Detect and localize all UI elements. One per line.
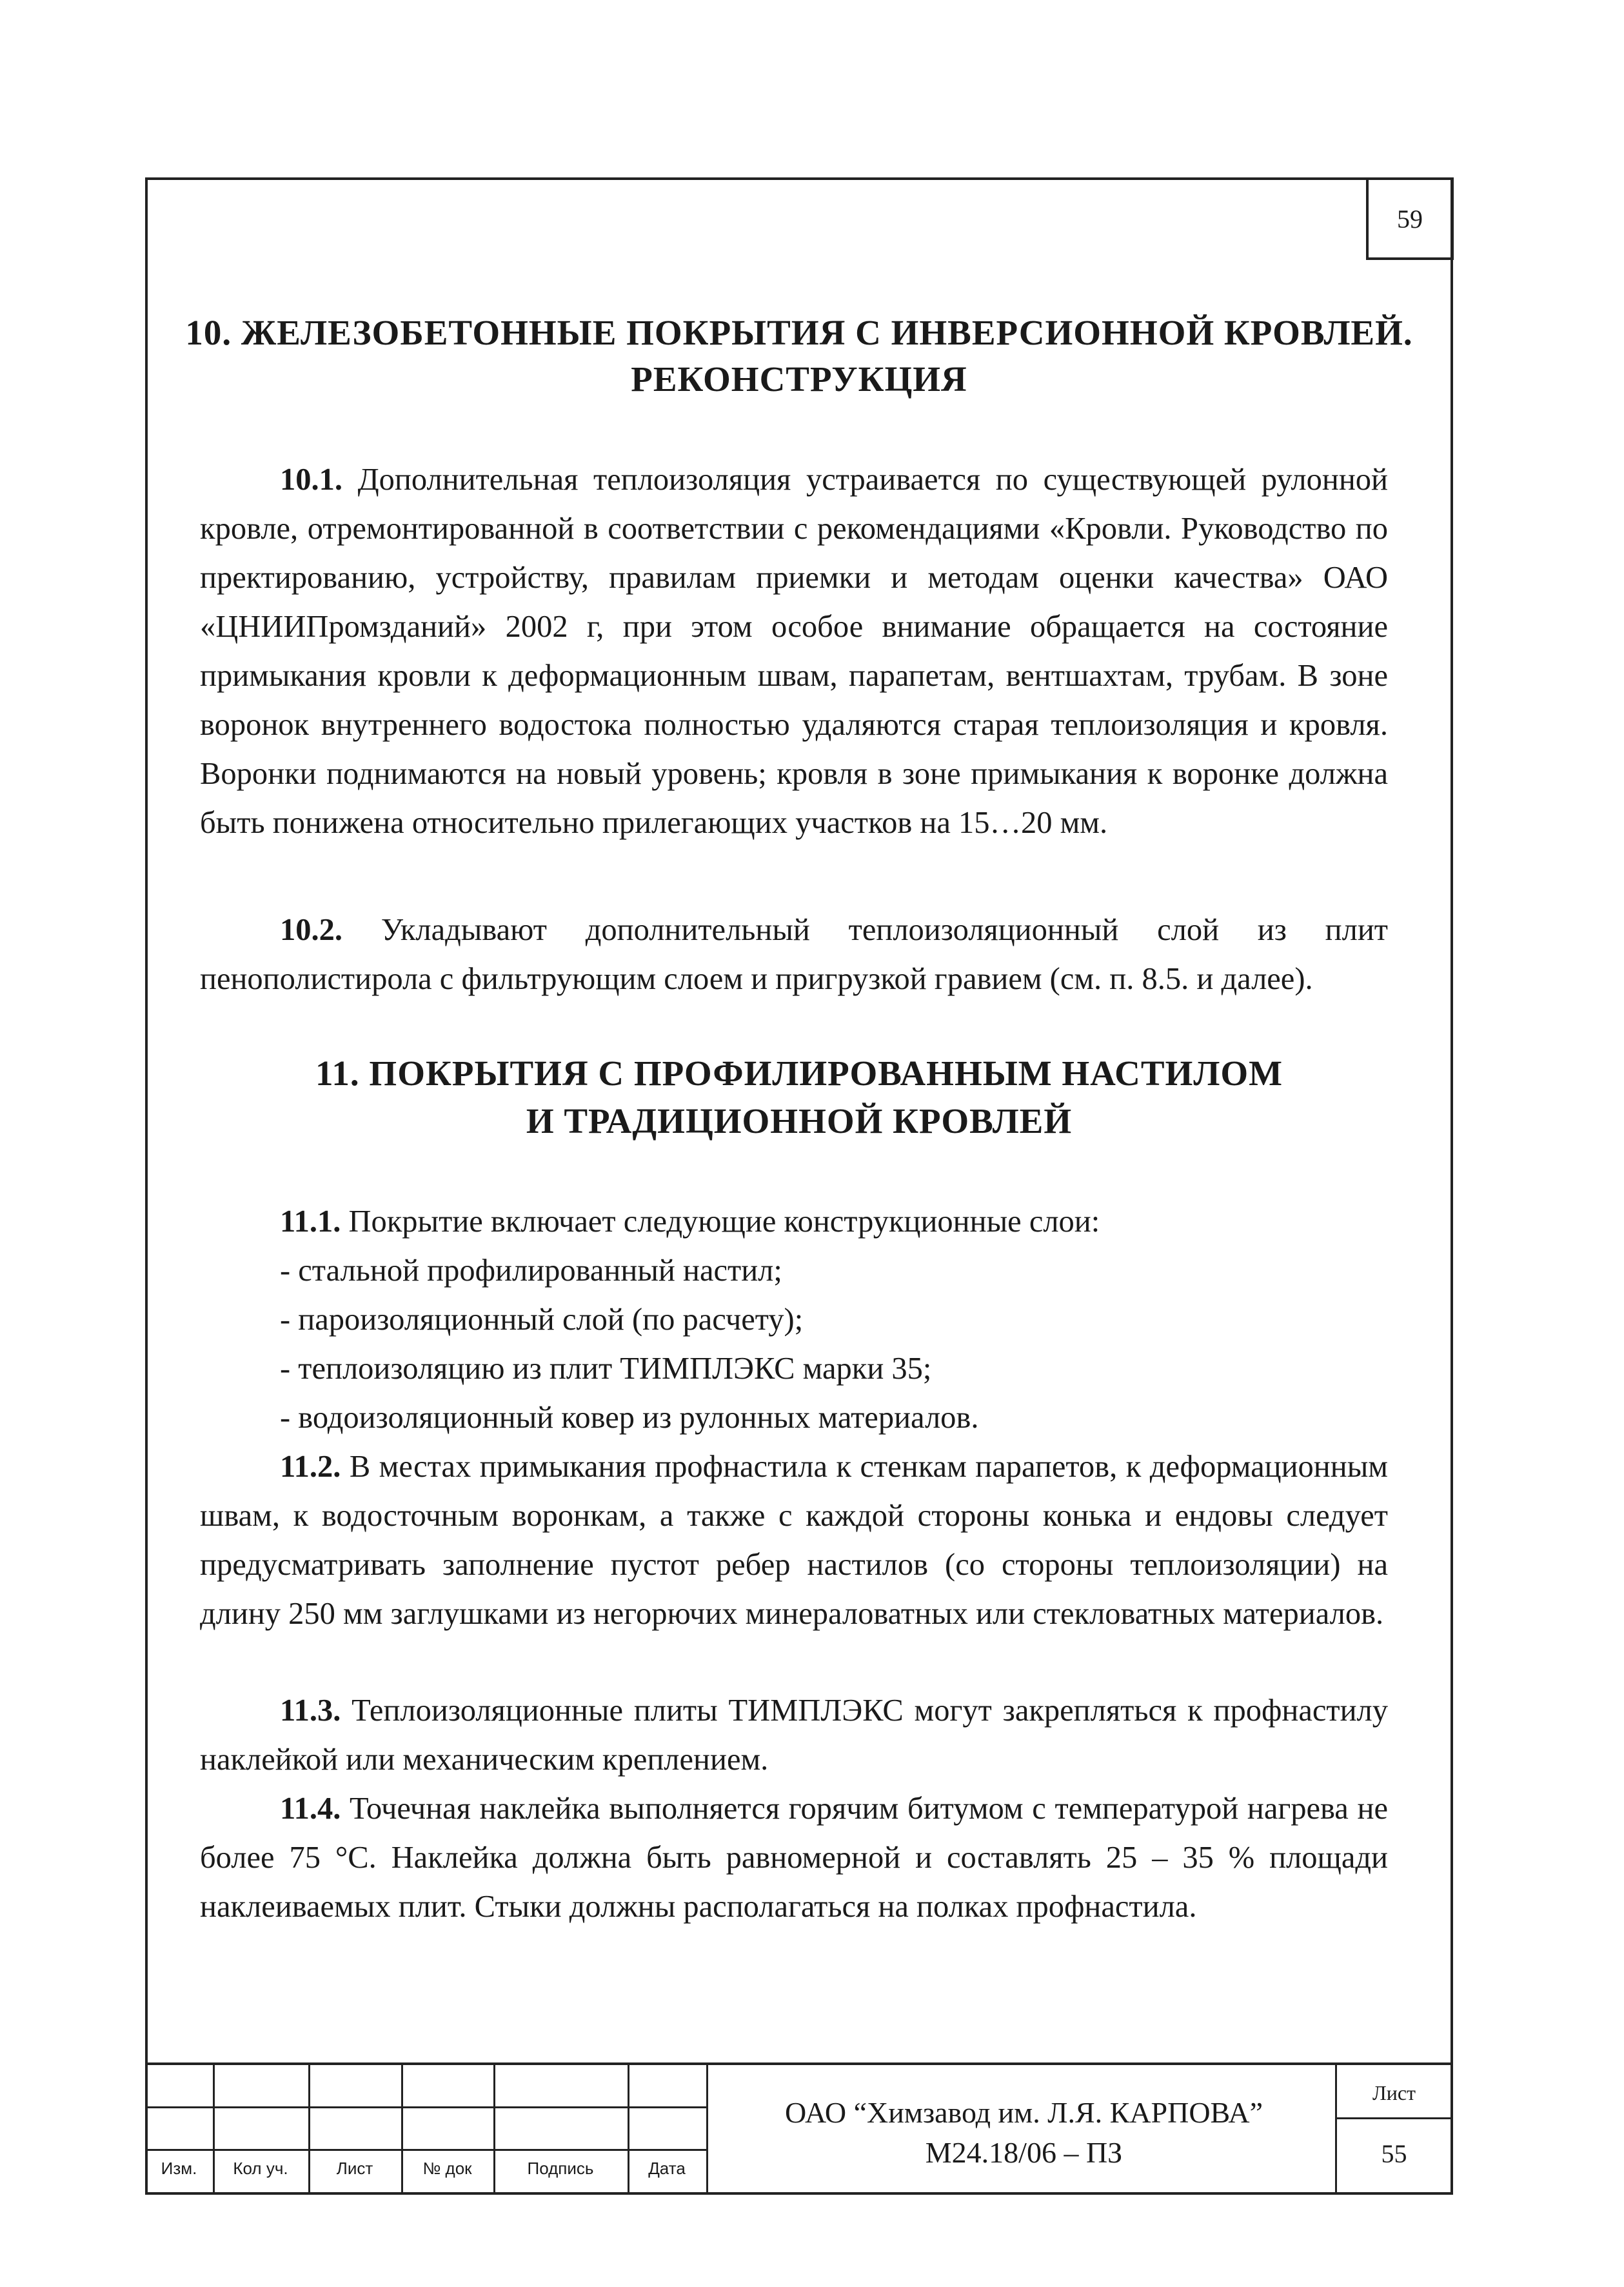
paragraph-10-1 bbox=[200, 455, 1388, 848]
paragraph-10-2-text: Укладывают дополнительный теплоизоляционный слой из плит пенополистирола с фильтрующим слоем и пригрузкой гравием (см. п. 8.5. и далее). bbox=[200, 913, 1388, 996]
paragraph-11-1 bbox=[200, 1197, 1388, 1443]
list-item: - водоизоляционный ковер из рулонных материалов. bbox=[280, 1401, 979, 1435]
stamp-sheet-number: 55 bbox=[1381, 2139, 1407, 2168]
section11-title-line2: И ТРАДИЦИОННОЙ КРОВЛЕЙ bbox=[526, 1101, 1073, 1141]
paragraph-11-2-number: 11.2. bbox=[280, 1450, 341, 1484]
page-number: 59 bbox=[1397, 204, 1423, 234]
stamp-row-line bbox=[1335, 2117, 1453, 2119]
stamp-col-kol-uch: Кол уч. bbox=[233, 2159, 288, 2178]
stamp-divider bbox=[706, 2062, 708, 2195]
list-item: - теплоизоляцию из плит ТИМПЛЭКС марки 35; bbox=[280, 1352, 932, 1386]
paragraph-10-2 bbox=[200, 906, 1388, 1004]
stamp-col-doc-no: № док bbox=[422, 2159, 472, 2178]
paragraph-11-1-text: Покрытие включает следующие конструкционные слои: bbox=[341, 1204, 1100, 1239]
paragraph-11-1-number: 11.1. bbox=[280, 1204, 341, 1239]
stamp-col-list: Лист bbox=[336, 2159, 373, 2178]
stamp-col-izm: Изм. bbox=[161, 2159, 197, 2178]
section10-title-line1: 10. ЖЕЛЕЗОБЕТОННЫЕ ПОКРЫТИЯ С ИНВЕРСИОННОЙ КРОВЛЕЙ. bbox=[185, 313, 1413, 352]
paragraph-11-3 bbox=[200, 1686, 1388, 1784]
stamp-row-line bbox=[145, 2106, 706, 2108]
paragraph-10-2-number: 10.2. bbox=[280, 913, 342, 947]
paragraph-11-4 bbox=[200, 1784, 1388, 1932]
paragraph-11-2-text: В местах примыкания профнастила к стенкам парапетов, к деформационным швам, к водосточным воронкам, а также с каждой стороны конька и ендовы следует предусматривать заполнение пустот ребер настилов (со стороны теплоизоляции) на длину 250 мм заглушками из негорючих минераловатных или стекловатных материалов. bbox=[200, 1450, 1388, 1631]
stamp-row-line bbox=[145, 2149, 706, 2151]
stamp-organization: ОАО “Химзавод им. Л.Я. КАРПОВА” bbox=[785, 2096, 1263, 2129]
stamp-document-code: М24.18/06 – ПЗ bbox=[925, 2136, 1123, 2169]
paragraph-11-2 bbox=[200, 1443, 1388, 1639]
stamp-sheet-label: Лист bbox=[1372, 2081, 1416, 2104]
paragraph-11-3-text: Теплоизоляционные плиты ТИМПЛЭКС могут закрепляться к профнастилу наклейкой или механическим креплением. bbox=[200, 1693, 1388, 1777]
list-item: - стальной профилированный настил; bbox=[280, 1253, 782, 1288]
paragraph-11-4-text: Точечная наклейка выполняется горячим битумом с температурой нагрева не более 75 °С. Наклейка должна быть равномерной и составлять 25 – 35 % площади наклеиваемых плит. Стыки должны располагаться на полках профнастила. bbox=[200, 1792, 1388, 1924]
paragraph-10-1-text: Дополнительная теплоизоляция устраивается по существующей рулонной кровле, отремонтированной в соответствии с рекомендациями «Кровли. Руководство по пректированию, устройству, правилам приемки и методам оценки качества» ОАО «ЦНИИПромзданий» 2002 г, при этом особое внимание обращается на состояние примыкания кровли к деформационным швам, парапетам, вентшахтам, трубам. В зоне воронок внутреннего водостока полностью удаляются старая теплоизоляция и кровля. Воронки поднимаются на новый уровень; кровля в зоне примыкания к воронке должна быть понижена относительно прилегающих участков на 15…20 мм. bbox=[200, 463, 1388, 840]
paragraph-11-3-number: 11.3. bbox=[280, 1693, 341, 1728]
stamp-col-signature: Подпись bbox=[527, 2159, 594, 2178]
section10-title-line2: РЕКОНСТРУКЦИЯ bbox=[631, 359, 967, 399]
stamp-col-date: Дата bbox=[648, 2159, 686, 2178]
section11-title-line1: 11. ПОКРЫТИЯ С ПРОФИЛИРОВАННЫМ НАСТИЛОМ bbox=[315, 1054, 1283, 1093]
paragraph-10-1-number: 10.1. bbox=[280, 463, 342, 497]
paragraph-11-4-number: 11.4. bbox=[280, 1792, 341, 1826]
list-item: - пароизоляционный слой (по расчету); bbox=[280, 1303, 804, 1337]
page-number-box bbox=[1366, 177, 1454, 260]
